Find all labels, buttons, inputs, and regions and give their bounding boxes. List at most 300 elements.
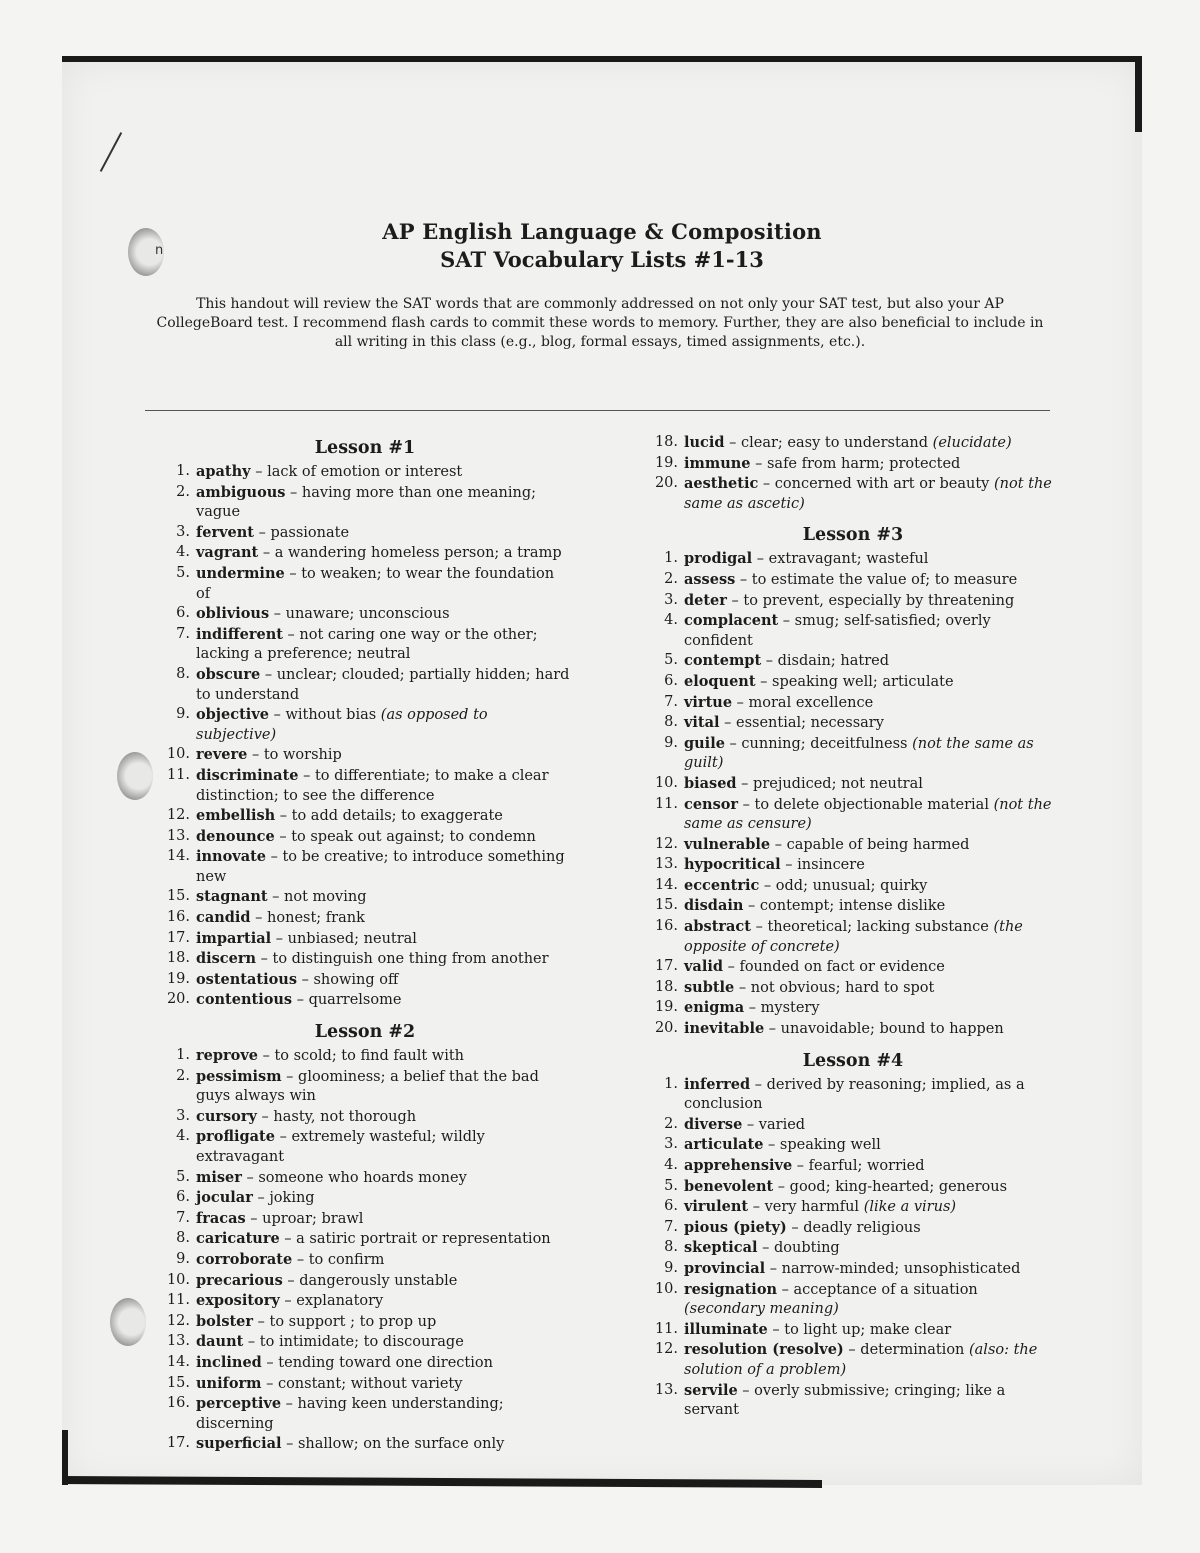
item-number: 16. — [654, 918, 678, 935]
vocab-definition: unaware; unconscious — [285, 606, 450, 623]
vocab-term: fracas — [196, 1209, 246, 1227]
vocab-item: 7. fracas – uproar; brawl — [160, 1209, 570, 1230]
vocab-item: 20. inevitable – unavoidable; bound to happen — [648, 1019, 1058, 1040]
vocab-item: 13. hypocritical – insincere — [648, 855, 1058, 876]
vocab-term: resolution (resolve) — [684, 1341, 844, 1359]
item-number: 17. — [166, 929, 190, 946]
item-number: 5. — [664, 652, 678, 669]
vocab-item: 10. precarious – dangerously unstable — [160, 1271, 570, 1292]
vocab-definition: clear; easy to understand — [741, 435, 929, 451]
vocab-item: 1. prodigal – extravagant; wasteful — [648, 549, 1058, 570]
vocab-term: jocular — [196, 1189, 253, 1207]
vocab-definition: essential; necessary — [736, 715, 884, 732]
vocab-definition: varied — [758, 1116, 806, 1133]
item-number: 3. — [176, 1107, 190, 1124]
vocab-definition: extremely wasteful; wildly extravagant — [196, 1129, 485, 1165]
vocab-definition: not moving — [284, 889, 367, 906]
vocab-item: 14. innovate – to be creative; to introduce something new — [160, 847, 570, 887]
vocab-definition: to support ; to prop up — [269, 1313, 437, 1330]
vocab-term: indifferent — [196, 625, 283, 643]
vocab-definition: derived by reasoning; implied, as a conclusion — [684, 1076, 1025, 1113]
vocab-term: discriminate — [196, 766, 299, 784]
item-number: 12. — [654, 835, 678, 852]
vocab-definition: dangerously unstable — [299, 1272, 458, 1289]
vocab-term: assess — [684, 570, 736, 588]
vocab-item: 10. biased – prejudiced; not neutral — [648, 774, 1058, 795]
item-number: 15. — [166, 888, 190, 905]
item-number: 11. — [166, 1292, 190, 1309]
vocab-definition: to confirm — [308, 1251, 385, 1268]
vocab-definition: determination — [860, 1342, 965, 1359]
item-number: 8. — [176, 665, 190, 682]
item-number: 2. — [176, 483, 190, 500]
vocab-definition: speaking well — [779, 1137, 881, 1154]
vocab-definition: good; king-hearted; generous — [789, 1178, 1008, 1195]
item-number: 3. — [664, 591, 678, 608]
scan-background-left — [0, 0, 62, 1553]
vocab-item: 6. jocular – joking — [160, 1188, 570, 1209]
vocab-item: 11. expository – explanatory — [160, 1291, 570, 1312]
scan-background-right — [1142, 0, 1200, 1553]
vocab-definition: to speak out against; to condemn — [291, 828, 536, 845]
item-number: 6. — [176, 605, 190, 622]
vocab-item: 5. undermine – to weaken; to wear the foundation of — [160, 564, 570, 604]
vocab-term: oblivious — [196, 605, 270, 623]
vocab-definition: to add details; to exaggerate — [291, 808, 503, 825]
lesson-section — [160, 437, 570, 1011]
vocab-definition: quarrelsome — [308, 992, 402, 1009]
vocab-list — [648, 433, 1058, 514]
vocab-term: eloquent — [684, 672, 756, 690]
vocab-term: inclined — [196, 1353, 262, 1371]
vocab-term: benevolent — [684, 1177, 774, 1195]
vocab-item: 3. articulate – speaking well — [648, 1135, 1058, 1156]
item-number: 1. — [176, 1047, 190, 1064]
vocab-term: cursory — [196, 1107, 257, 1125]
item-number: 9. — [664, 734, 678, 751]
vocab-item: 12. embellish – to add details; to exaggerate — [160, 806, 570, 827]
vocab-item: 1. apathy – lack of emotion or interest — [160, 462, 570, 483]
vocab-term: immune — [684, 454, 751, 472]
vocab-item: 1. inferred – derived by reasoning; implied, as a conclusion — [648, 1075, 1058, 1115]
vocab-term: vulnerable — [684, 835, 771, 853]
vocab-definition: fearful; worried — [808, 1158, 925, 1174]
vocab-definition: uproar; brawl — [262, 1210, 364, 1227]
vocab-item: 7. pious (piety) – deadly religious — [648, 1218, 1058, 1239]
vocab-item: 19. ostentatious – showing off — [160, 970, 570, 991]
vocab-term: censor — [684, 795, 739, 813]
vocab-definition: a wandering homeless person; a tramp — [274, 545, 562, 562]
item-number: 1. — [176, 463, 190, 479]
vocab-item: 2. ambiguous – having more than one meaning; vague — [160, 483, 570, 523]
vocab-term: pessimism — [196, 1067, 282, 1085]
vocab-item: 7. virtue – moral excellence — [648, 693, 1058, 714]
vocab-term: aesthetic — [684, 475, 759, 493]
vocab-item: 20. aesthetic – concerned with art or beauty (not the same as ascetic) — [648, 474, 1058, 514]
right-column — [648, 433, 1058, 1431]
vocab-term: denounce — [196, 827, 275, 845]
vocab-term: reprove — [196, 1047, 258, 1065]
vocab-definition: deadly religious — [803, 1219, 921, 1236]
vocab-note: (not the same as ascetic) — [684, 476, 1052, 512]
vocab-item: 4. complacent – smug; self-satisfied; overly confident — [648, 611, 1058, 651]
vocab-term: diverse — [684, 1115, 743, 1133]
intro-paragraph: This handout will review the SAT words that are commonly addressed on not only your SAT test, but also your AP CollegeBoard test. I recommend flash cards to commit these words to memory. Further, they are also beneficial to include in all writing in this class (e.g., blog, formal essays, timed assignments, etc.). — [156, 296, 1044, 350]
vocab-definition: to scold; to find fault with — [274, 1048, 465, 1065]
item-number: 1. — [664, 550, 678, 567]
item-number: 19. — [654, 454, 678, 471]
vocab-term: enigma — [684, 999, 745, 1017]
vocab-term: resignation — [684, 1280, 778, 1298]
vocab-definition: to distinguish one thing from another — [272, 951, 549, 968]
vocab-item: 15. uniform – constant; without variety — [160, 1374, 570, 1395]
item-number: 11. — [166, 766, 190, 783]
vocab-definition: lack of emotion or interest — [267, 464, 463, 480]
lesson-title: Lesson #1 — [314, 438, 416, 458]
vocab-item: 3. deter – to prevent, especially by threatening — [648, 591, 1058, 612]
vocab-definition: concerned with art or beauty — [774, 476, 990, 493]
document-subtitle: SAT Vocabulary Lists #1-13 — [440, 247, 764, 272]
item-number: 13. — [654, 1381, 678, 1398]
vocab-list — [648, 549, 1058, 1039]
item-number: 4. — [176, 544, 190, 561]
vocab-term: fervent — [196, 523, 254, 541]
lesson-section — [648, 524, 1058, 1039]
item-number: 9. — [176, 706, 190, 723]
vocab-item: 10. revere – to worship — [160, 745, 570, 766]
vocab-item: 5. miser – someone who hoards money — [160, 1168, 570, 1189]
vocab-term: contempt — [684, 652, 762, 670]
page-edge-shadow — [62, 56, 1142, 62]
vocab-definition: shallow; on the surface only — [297, 1436, 505, 1453]
vocab-term: lucid — [684, 434, 725, 451]
item-number: 11. — [654, 795, 678, 812]
vocab-item: 18. lucid – clear; easy to understand (elucidate) — [648, 433, 1058, 454]
item-number: 12. — [654, 1341, 678, 1358]
vocab-definition: insincere — [797, 857, 865, 874]
vocab-term: innovate — [196, 848, 267, 866]
item-number: 20. — [654, 475, 678, 492]
vocab-term: illuminate — [684, 1320, 768, 1338]
vocab-item: 9. guile – cunning; deceitfulness (not the same as guilt) — [648, 734, 1058, 774]
lesson-section — [648, 1050, 1058, 1421]
vocab-term: virtue — [684, 693, 733, 711]
vocab-term: miser — [196, 1168, 242, 1186]
vocab-term: guile — [684, 734, 725, 752]
item-number: 15. — [654, 897, 678, 914]
vocab-item: 16. perceptive – having keen understanding; discerning — [160, 1394, 570, 1434]
vocab-term: stagnant — [196, 888, 268, 906]
item-number: 2. — [664, 570, 678, 587]
vocab-term: revere — [196, 746, 248, 764]
vocab-term: apprehensive — [684, 1157, 793, 1174]
item-number: 4. — [664, 1157, 678, 1173]
item-number: 12. — [166, 807, 190, 824]
lesson-section-continued — [648, 433, 1058, 514]
vocab-item: 12. vulnerable – capable of being harmed — [648, 835, 1058, 856]
item-number: 16. — [166, 1395, 190, 1412]
vocab-item: 9. objective – without bias (as opposed to subjective) — [160, 705, 570, 745]
vocab-definition: safe from harm; protected — [766, 455, 961, 472]
vocab-item: 2. pessimism – gloominess; a belief that the bad guys always win — [160, 1067, 570, 1107]
vocab-definition: disdain; hatred — [777, 653, 889, 670]
vocab-term: articulate — [684, 1136, 764, 1154]
vocab-definition: extravagant; wasteful — [768, 551, 929, 568]
vocab-term: undermine — [196, 564, 285, 582]
vocab-item: 13. servile – overly submissive; cringing; like a servant — [648, 1381, 1058, 1421]
vocab-term: corroborate — [196, 1250, 293, 1268]
vocab-item: 7. indifferent – not caring one way or the other; lacking a preference; neutral — [160, 625, 570, 665]
vocab-definition: not obvious; hard to spot — [750, 979, 935, 996]
document-title: AP English Language & Composition — [382, 219, 822, 244]
vocab-definition: mystery — [760, 1000, 820, 1017]
vocab-definition: speaking well; articulate — [772, 673, 954, 690]
vocab-item: 18. subtle – not obvious; hard to spot — [648, 978, 1058, 999]
vocab-term: eccentric — [684, 876, 760, 894]
punch-hole-middle — [117, 752, 153, 800]
item-number: 5. — [176, 564, 190, 581]
vocab-item: 3. fervent – passionate — [160, 523, 570, 544]
vocab-item: 8. skeptical – doubting — [648, 1238, 1058, 1259]
vocab-definition: to differentiate; to make a clear distinction; to see the difference — [196, 767, 549, 804]
vocab-item: 17. impartial – unbiased; neutral — [160, 929, 570, 950]
vocab-definition: unbiased; neutral — [287, 930, 417, 947]
vocab-definition: overly submissive; cringing; like a servant — [684, 1382, 1006, 1419]
vocab-definition: capable of being harmed — [786, 836, 970, 853]
item-number: 20. — [166, 991, 190, 1008]
vocab-note: (not the same as guilt) — [684, 735, 1034, 772]
vocab-item: 14. eccentric – odd; unusual; quirky — [648, 876, 1058, 897]
item-number: 14. — [654, 876, 678, 893]
vocab-item: 6. eloquent – speaking well; articulate — [648, 672, 1058, 693]
item-number: 9. — [176, 1250, 190, 1267]
item-number: 13. — [166, 1333, 190, 1350]
vocab-term: provincial — [684, 1259, 766, 1277]
vocab-term: profligate — [196, 1128, 275, 1146]
vocab-item: 19. enigma – mystery — [648, 998, 1058, 1019]
item-number: 4. — [176, 1128, 190, 1145]
left-column — [160, 437, 570, 1465]
vocab-definition: to light up; make clear — [784, 1321, 952, 1338]
vocab-definition: constant; without variety — [277, 1375, 463, 1392]
divider-line — [145, 410, 1050, 411]
vocab-definition: having more than one meaning; vague — [196, 484, 537, 521]
vocab-definition: joking — [269, 1190, 315, 1207]
vocab-definition: theoretical; lacking substance — [767, 919, 989, 936]
vocab-note: (as opposed to subjective) — [196, 707, 488, 743]
vocab-item: 15. stagnant – not moving — [160, 887, 570, 908]
vocab-item: 12. resolution (resolve) – determination (also: the solution of a problem) — [648, 1340, 1058, 1380]
margin-mark: n — [155, 243, 164, 258]
vocab-term: bolster — [196, 1312, 254, 1330]
item-number: 12. — [166, 1312, 190, 1329]
item-number: 18. — [654, 434, 678, 450]
item-number: 3. — [664, 1136, 678, 1153]
item-number: 18. — [654, 978, 678, 995]
vocab-term: precarious — [196, 1271, 283, 1289]
vocab-definition: explanatory — [296, 1293, 384, 1310]
item-number: 13. — [166, 827, 190, 844]
vocab-term: ambiguous — [196, 483, 286, 501]
vocab-term: vagrant — [196, 544, 259, 562]
vocab-term: superficial — [196, 1435, 282, 1453]
vocab-term: uniform — [196, 1374, 262, 1392]
vocab-definition: cunning; deceitfulness — [741, 735, 908, 752]
vocab-definition: honest; frank — [267, 910, 365, 927]
vocab-note: (elucidate) — [932, 435, 1012, 451]
vocab-definition: without bias — [285, 707, 377, 724]
vocab-definition: to estimate the value of; to measure — [751, 571, 1018, 588]
vocab-term: daunt — [196, 1333, 244, 1351]
item-number: 19. — [654, 999, 678, 1016]
vocab-term: expository — [196, 1292, 280, 1310]
vocab-item: 6. oblivious – unaware; unconscious — [160, 604, 570, 625]
item-number: 2. — [176, 1067, 190, 1084]
item-number: 17. — [654, 958, 678, 975]
vocab-item: 8. obscure – unclear; clouded; partially hidden; hard to understand — [160, 665, 570, 705]
item-number: 8. — [664, 714, 678, 731]
vocab-term: impartial — [196, 929, 272, 947]
item-number: 15. — [166, 1374, 190, 1391]
vocab-definition: prejudiced; not neutral — [753, 775, 923, 792]
lesson-title: Lesson #4 — [802, 1050, 904, 1071]
vocab-definition: having keen understanding; discerning — [196, 1396, 504, 1432]
item-number: 6. — [664, 1198, 678, 1215]
vocab-item: 14. inclined – tending toward one direction — [160, 1353, 570, 1374]
vocab-definition: doubting — [773, 1240, 840, 1257]
item-number: 20. — [654, 1020, 678, 1037]
item-number: 18. — [166, 950, 190, 967]
item-number: 19. — [166, 970, 190, 987]
item-number: 7. — [664, 1218, 678, 1235]
vocab-definition: unavoidable; bound to happen — [780, 1021, 1004, 1038]
document-header — [62, 218, 1142, 274]
vocab-item: 18. discern – to distinguish one thing from another — [160, 949, 570, 970]
vocab-definition: passionate — [270, 524, 350, 541]
vocab-item: 2. diverse – varied — [648, 1115, 1058, 1136]
vocab-item: 12. bolster – to support ; to prop up — [160, 1312, 570, 1333]
vocab-term: inferred — [684, 1075, 751, 1093]
vocab-item: 9. corroborate – to confirm — [160, 1250, 570, 1271]
vocab-definition: tending toward one direction — [278, 1354, 493, 1371]
vocab-note: (like a virus) — [863, 1199, 957, 1216]
vocab-item: 8. caricature – a satiric portrait or representation — [160, 1229, 570, 1250]
vocab-term: caricature — [196, 1230, 280, 1248]
item-number: 5. — [664, 1177, 678, 1194]
vocab-item: 17. superficial – shallow; on the surface only — [160, 1434, 570, 1455]
vocab-term: disdain — [684, 897, 744, 915]
vocab-definition: smug; self-satisfied; overly confident — [684, 613, 991, 649]
vocab-list — [160, 462, 570, 1011]
vocab-definition: showing off — [313, 971, 399, 988]
item-number: 7. — [176, 1209, 190, 1226]
item-number: 14. — [166, 1353, 190, 1370]
vocab-definition: to intimidate; to discourage — [259, 1334, 464, 1351]
vocab-term: pious (piety) — [684, 1218, 787, 1236]
vocab-definition: to worship — [263, 747, 342, 764]
item-number: 14. — [166, 848, 190, 865]
page-edge-shadow — [1135, 62, 1142, 132]
item-number: 1. — [664, 1075, 678, 1092]
item-number: 11. — [654, 1320, 678, 1337]
vocab-definition: to delete objectionable material — [754, 796, 989, 813]
vocab-term: hypocritical — [684, 856, 781, 874]
item-number: 9. — [664, 1259, 678, 1276]
vocab-item: 13. daunt – to intimidate; to discourage — [160, 1332, 570, 1353]
vocab-note: (also: the solution of a problem) — [684, 1342, 1038, 1378]
vocab-item: 5. contempt – disdain; hatred — [648, 651, 1058, 672]
vocab-item: 1. reprove – to scold; to find fault with — [160, 1046, 570, 1067]
vocab-term: ostentatious — [196, 970, 297, 988]
vocab-item: 4. apprehensive – fearful; worried — [648, 1156, 1058, 1177]
vocab-item: 5. benevolent – good; king-hearted; generous — [648, 1177, 1058, 1198]
vocab-item: 15. disdain – contempt; intense dislike — [648, 896, 1058, 917]
vocab-note: (not the same as censure) — [684, 796, 1052, 833]
lesson-title: Lesson #3 — [802, 525, 904, 546]
item-number: 6. — [664, 672, 678, 689]
item-number: 13. — [654, 856, 678, 873]
vocab-term: obscure — [196, 665, 261, 683]
vocab-item: 13. denounce – to speak out against; to condemn — [160, 827, 570, 848]
vocab-definition: a satiric portrait or representation — [296, 1231, 551, 1248]
item-number: 7. — [664, 693, 678, 710]
vocab-term: subtle — [684, 978, 735, 996]
item-number: 17. — [166, 1435, 190, 1452]
vocab-term: skeptical — [684, 1239, 758, 1257]
vocab-item: 19. immune – safe from harm; protected — [648, 454, 1058, 475]
scan-background-top — [60, 0, 1200, 62]
item-number: 4. — [664, 612, 678, 629]
vocab-term: virulent — [684, 1198, 749, 1216]
item-number: 10. — [166, 1271, 190, 1288]
vocab-term: embellish — [196, 807, 276, 825]
vocab-list — [160, 1046, 570, 1455]
vocab-item: 17. valid – founded on fact or evidence — [648, 957, 1058, 978]
vocab-item: 2. assess – to estimate the value of; to measure — [648, 570, 1058, 591]
vocab-term: servile — [684, 1381, 738, 1399]
vocab-note: (secondary meaning) — [684, 1301, 839, 1318]
vocab-term: biased — [684, 774, 737, 792]
vocab-item: 6. virulent – very harmful (like a virus) — [648, 1197, 1058, 1218]
vocab-definition: not caring one way or the other; lacking a preference; neutral — [196, 626, 538, 663]
vocab-definition: to prevent, especially by threatening — [743, 592, 1015, 609]
vocab-term: contentious — [196, 991, 293, 1009]
vocab-term: prodigal — [684, 550, 753, 568]
vocab-term: valid — [684, 958, 723, 976]
vocab-item: 4. vagrant – a wandering homeless person; a tramp — [160, 543, 570, 564]
item-number: 10. — [654, 1280, 678, 1297]
vocab-term: candid — [196, 909, 251, 927]
item-number: 6. — [176, 1189, 190, 1206]
vocab-item: 20. contentious – quarrelsome — [160, 990, 570, 1011]
vocab-definition: someone who hoards money — [258, 1169, 467, 1186]
vocab-item: 3. cursory – hasty, not thorough — [160, 1107, 570, 1128]
vocab-definition: unclear; clouded; partially hidden; hard to understand — [196, 666, 570, 703]
vocab-definition: very harmful — [764, 1199, 860, 1216]
vocab-term: discern — [196, 950, 257, 968]
item-number: 10. — [654, 774, 678, 791]
item-number: 8. — [664, 1239, 678, 1256]
vocab-note: (the opposite of concrete) — [684, 919, 1023, 955]
vocab-term: vital — [684, 714, 720, 732]
vocab-item: 11. discriminate – to differentiate; to make a clear distinction; to see the difference — [160, 766, 570, 806]
vocab-term: deter — [684, 591, 727, 609]
item-number: 7. — [176, 625, 190, 642]
lesson-section — [160, 1021, 570, 1455]
vocab-list — [648, 1075, 1058, 1421]
item-number: 16. — [166, 909, 190, 926]
vocab-term: perceptive — [196, 1395, 282, 1413]
